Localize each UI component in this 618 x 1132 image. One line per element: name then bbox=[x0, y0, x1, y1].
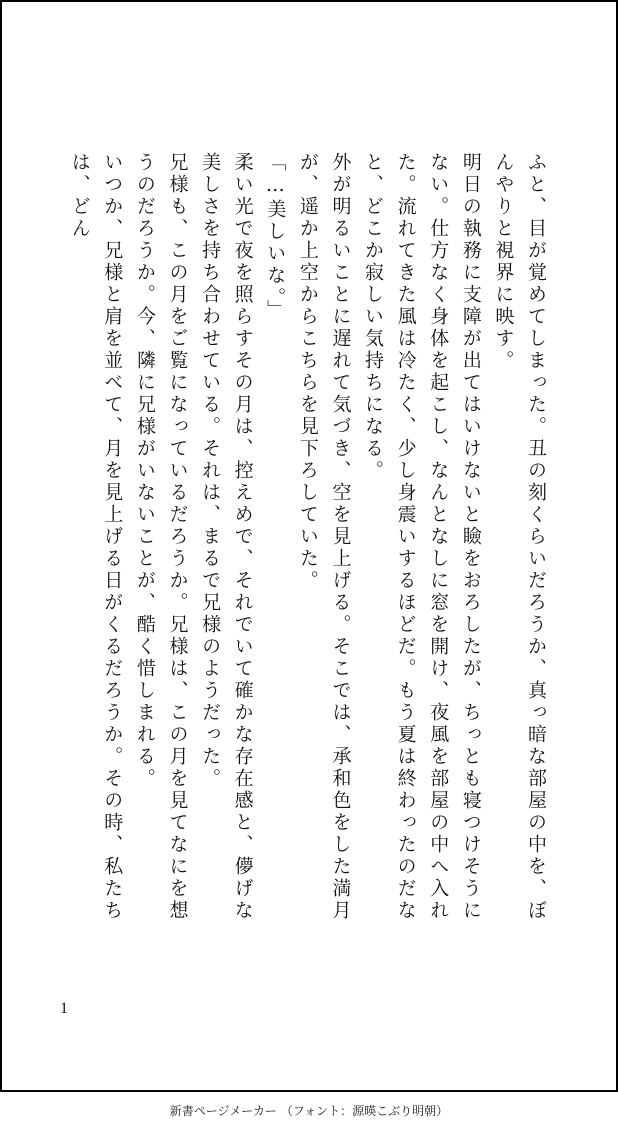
page-number: 1 bbox=[60, 1000, 68, 1017]
vertical-text-body bbox=[62, 152, 552, 942]
paragraph: ふと、目が覚めてしまった。丑の刻くらいだろうか、真っ暗な部屋の中を、ぼんやりと視界に映す。 bbox=[492, 152, 547, 922]
paragraph: いつか、兄様と肩を並べて、月を見上げる日がくるだろうか。その時、私たちは、どん bbox=[68, 152, 124, 922]
paragraph: 兄様も、この月をご覧になっているだろうか。兄様は、この月を見てなにを想うのだろうか。今、隣に兄様がいないことが、酷く惜しまれる。 bbox=[133, 152, 189, 922]
paragraph: 「…美しいな。」 bbox=[264, 152, 287, 322]
footer-credit: 新書ページメーカー （フォント：源暎こぶり明朝） bbox=[169, 1104, 449, 1118]
paragraph: 外が明るいことに遅れて気づき、空を見上げる。そこでは、承和色をした満月が、遥か上空からこちらを見下ろしていた。 bbox=[296, 152, 352, 922]
paragraph: 明日の執務に支障が出てはいけないと瞼をおろしたが、ちっとも寝つけそうにない。仕方なく身体を起こし、なんとなしに窓を開け、夜風を部屋の中へ入れた。流れてきた風は冷たく、少し身震いするほどだ。もう夏は終わったのだなと、どこか寂しい気持ちになる。 bbox=[362, 152, 482, 922]
paragraph: 柔い光で夜を照らすその月は、控えめで、それでいて確かな存在感と、儚げな美しさを持ち合わせている。それは、まるで兄様のようだった。 bbox=[199, 152, 254, 922]
